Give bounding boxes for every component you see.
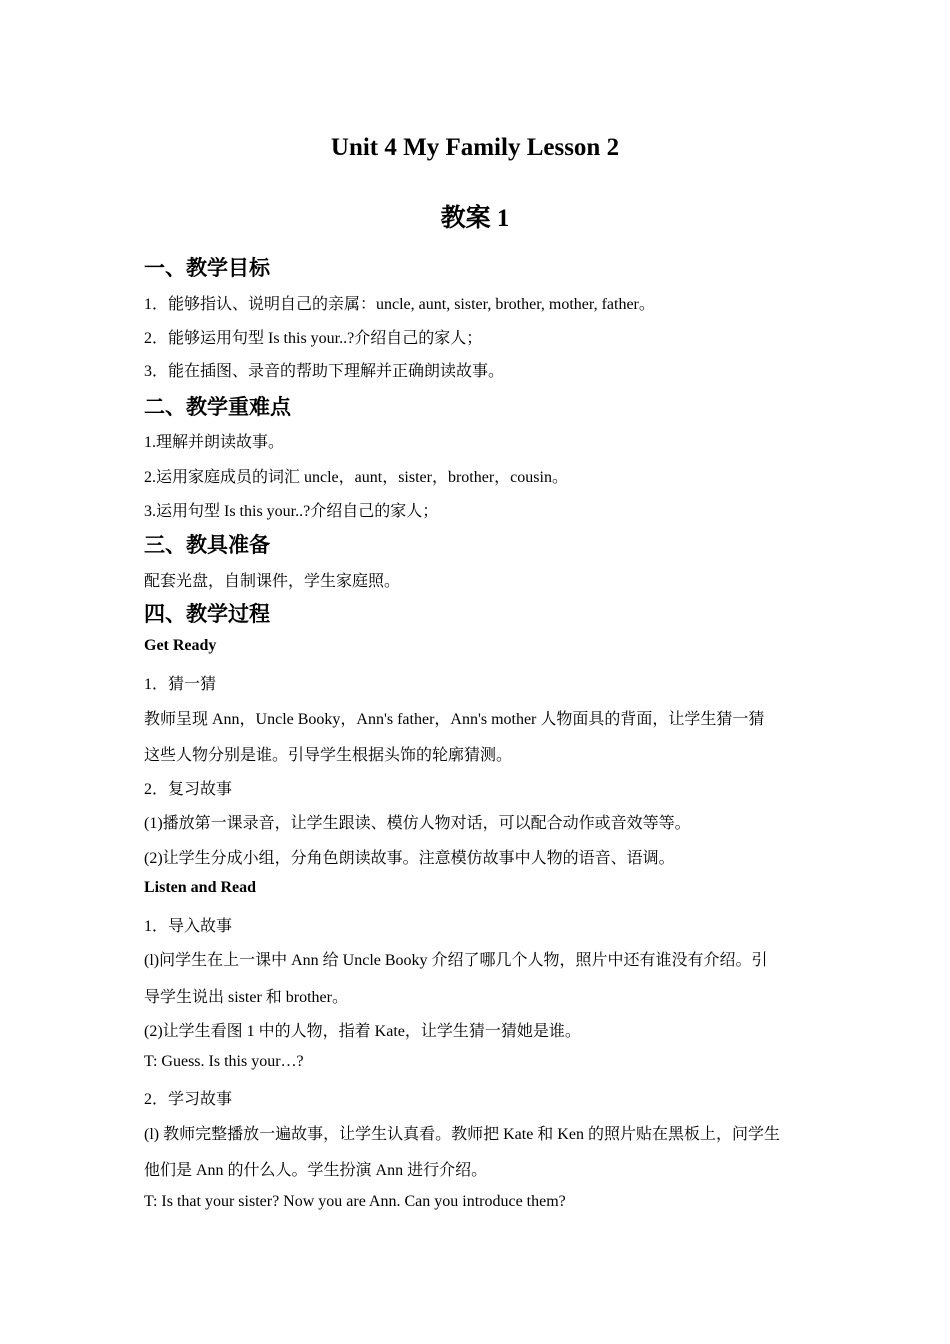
materials-item: 配套光盘，自制课件，学生家庭照。 [144, 573, 401, 590]
document-subtitle: 教案 1 [440, 205, 510, 232]
process-line: T: Is that your sister? Now you are Ann. Can you introduce them? [144, 1193, 566, 1210]
process-line: 2．复习故事 [144, 781, 233, 798]
section-heading-process: 四、教学过程 [144, 602, 270, 626]
goal-item: 1．能够指认、说明自己的亲属：uncle, aunt, sister, brother, mother, father。 [144, 296, 655, 313]
key-point-item: 2.运用家庭成员的词汇 uncle，aunt，sister，brother，cousin。 [144, 469, 568, 486]
process-line: (2)让学生看图 1 中的人物，指着 Kate，让学生猜一猜她是谁。 [144, 1023, 581, 1040]
section-heading-materials: 三、教具准备 [144, 533, 270, 557]
subheading-get-ready: Get Ready [144, 637, 217, 654]
section-heading-goals: 一、教学目标 [144, 256, 270, 280]
process-line: 导学生说出 sister 和 brother。 [144, 989, 348, 1006]
process-line: 教师呈现 Ann，Uncle Booky，Ann's father，Ann's mother 人物面具的背面，让学生猜一猜 [144, 711, 765, 728]
goal-item: 2．能够运用句型 Is this your..?介绍自己的家人； [144, 330, 483, 347]
process-line: 他们是 Ann 的什么人。学生扮演 Ann 进行介绍。 [144, 1162, 488, 1179]
goal-item: 3．能在插图、录音的帮助下理解并正确朗读故事。 [144, 363, 505, 380]
process-line: (l) 教师完整播放一遍故事，让学生认真看。教师把 Kate 和 Ken 的照片贴在黑板上，问学生 [144, 1126, 780, 1143]
key-point-item: 1.理解并朗读故事。 [144, 434, 285, 451]
process-line: (2)让学生分成小组，分角色朗读故事。注意模仿故事中人物的语音、语调。 [144, 850, 675, 867]
process-line: 这些人物分别是谁。引导学生根据头饰的轮廓猜测。 [144, 747, 513, 764]
process-line: (l)问学生在上一课中 Ann 给 Uncle Booky 介绍了哪几个人物，照片中还有谁没有介绍。引 [144, 952, 768, 969]
subheading-listen-and-read: Listen and Read [144, 879, 257, 896]
process-line: 1．猜一猜 [144, 676, 217, 693]
key-point-item: 3.运用句型 Is this your..?介绍自己的家人； [144, 503, 439, 520]
process-line: (1)播放第一课录音，让学生跟读、模仿人物对话，可以配合动作或音效等等。 [144, 815, 691, 832]
section-heading-key-points: 二、教学重难点 [144, 395, 291, 419]
process-line: 1．导入故事 [144, 918, 233, 935]
process-line: T: Guess. Is this your…? [144, 1053, 304, 1070]
document-title: Unit 4 My Family Lesson 2 [330, 134, 620, 161]
process-line: 2．学习故事 [144, 1091, 233, 1108]
